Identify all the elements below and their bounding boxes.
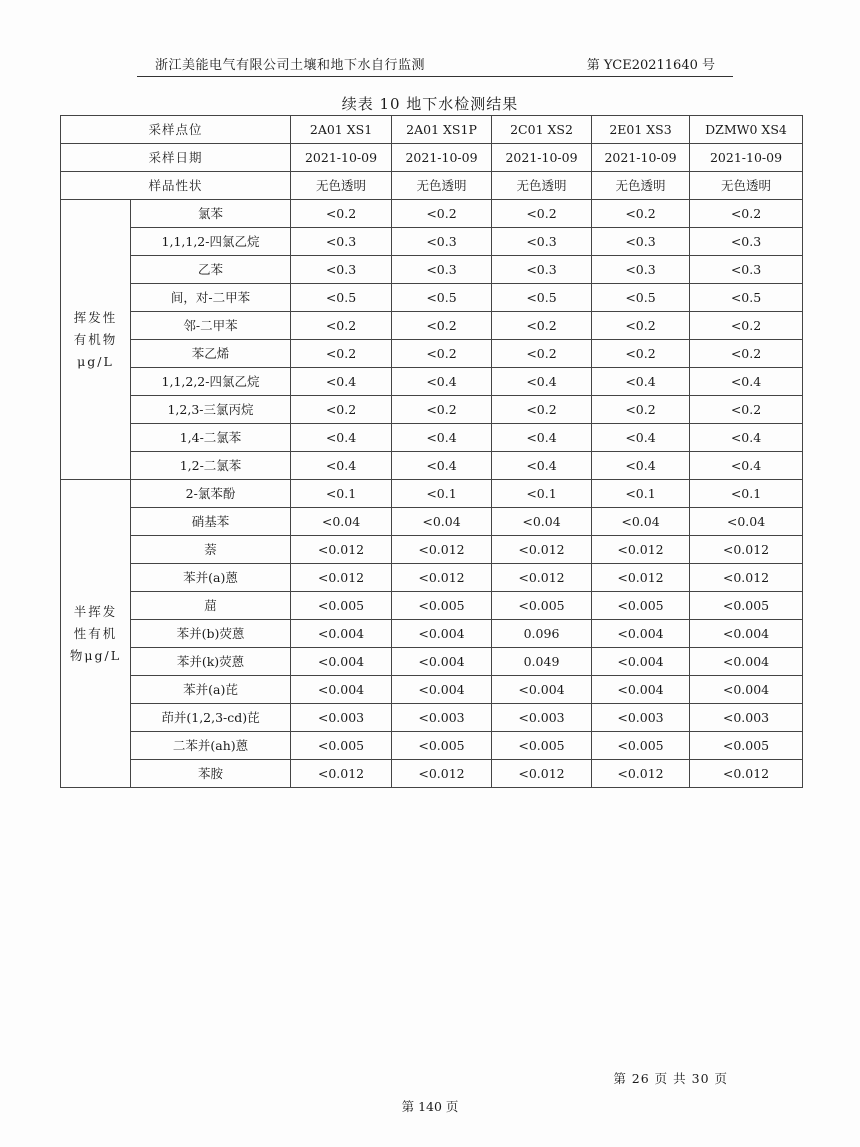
result-value: <0.1 [492,480,592,508]
compound-name: 萘 [131,536,291,564]
result-value: <0.4 [291,368,392,396]
table-row [61,620,803,648]
group-label-line: 半挥发 [73,603,118,619]
result-value: <0.005 [492,732,592,760]
group-label-line: 性有机 [73,625,118,641]
result-value: 0.096 [492,620,592,648]
compound-name: 苯乙烯 [131,340,291,368]
sample-state-cell: 无色透明 [690,172,803,200]
result-value: <0.2 [492,340,592,368]
group-label-line: μg/L [77,353,114,369]
sampling-date-cell: 2021-10-09 [690,144,803,172]
result-value: <0.005 [690,592,803,620]
result-value: <0.1 [690,480,803,508]
sampling-point-cell: 2C01 XS2 [492,116,592,144]
compound-name: 1,2-二氯苯 [131,452,291,480]
result-value: <0.012 [392,760,492,788]
result-value: <0.012 [291,760,392,788]
compound-name: 苯并(a)芘 [131,676,291,704]
sampling-point-label: 采样点位 [61,116,291,144]
group-label-line: 挥发性 [73,309,118,325]
sample-state-cell: 无色透明 [592,172,690,200]
result-value: <0.004 [690,620,803,648]
result-value: <0.3 [690,256,803,284]
result-value: <0.04 [592,508,690,536]
result-value: <0.04 [492,508,592,536]
compound-name: 苯并(a)蒽 [131,564,291,592]
result-value: <0.003 [592,704,690,732]
sampling-date-cell: 2021-10-09 [592,144,690,172]
table-row [61,312,803,340]
result-value: <0.005 [690,732,803,760]
compound-name: 1,1,2,2-四氯乙烷 [131,368,291,396]
table-row [61,648,803,676]
table-row [61,228,803,256]
result-value: <0.004 [690,648,803,676]
result-value: <0.012 [492,564,592,592]
sampling-point-cell: 2A01 XS1P [392,116,492,144]
result-value: <0.4 [592,424,690,452]
result-value: <0.2 [291,396,392,424]
result-value: <0.012 [690,760,803,788]
table-row [61,564,803,592]
sample-state-cell: 无色透明 [392,172,492,200]
result-value: <0.3 [492,228,592,256]
result-value: <0.003 [492,704,592,732]
result-value: <0.004 [392,620,492,648]
result-value: <0.4 [492,424,592,452]
sample-state-label: 样品性状 [61,172,291,200]
result-value: <0.004 [592,648,690,676]
compound-name: 2-氯苯酚 [131,480,291,508]
table-row [61,424,803,452]
sample-state-cell: 无色透明 [492,172,592,200]
report-number: 第 YCE20211640 号 [586,58,715,73]
result-value: <0.4 [392,368,492,396]
group-label [61,200,131,480]
result-value: <0.2 [492,396,592,424]
result-value: <0.2 [592,396,690,424]
result-value: <0.2 [392,200,492,228]
table-caption: 续表 10 地下水检测结果 [341,95,519,113]
result-value: <0.012 [291,536,392,564]
result-value: <0.2 [492,200,592,228]
result-value: <0.004 [592,620,690,648]
result-value: <0.005 [592,732,690,760]
result-value: <0.4 [392,424,492,452]
result-value: <0.04 [392,508,492,536]
result-value: <0.012 [592,760,690,788]
sampling-date-cell: 2021-10-09 [291,144,392,172]
table-row [61,368,803,396]
group-label [61,480,131,788]
compound-name: 茚并(1,2,3-cd)芘 [131,704,291,732]
results-table [60,115,803,788]
result-value: <0.004 [492,676,592,704]
result-value: <0.1 [392,480,492,508]
table-row [61,760,803,788]
group-label-line: 有机物 [73,331,118,347]
table-row [61,676,803,704]
result-value: <0.012 [492,760,592,788]
result-value: <0.4 [291,424,392,452]
result-value: <0.5 [690,284,803,312]
result-value: <0.4 [592,452,690,480]
result-value: <0.2 [291,200,392,228]
result-value: <0.3 [291,256,392,284]
result-value: <0.004 [392,648,492,676]
result-value: <0.3 [392,256,492,284]
compound-name: 二苯并(ah)蒽 [131,732,291,760]
table-row [61,396,803,424]
result-value: <0.004 [291,620,392,648]
compound-name: 邻-二甲苯 [131,312,291,340]
result-value: <0.012 [492,536,592,564]
result-value: <0.5 [392,284,492,312]
result-value: <0.4 [592,368,690,396]
result-value: <0.2 [291,312,392,340]
compound-name: 苯并(b)荧蒽 [131,620,291,648]
page-header [137,52,733,77]
result-value: <0.3 [492,256,592,284]
result-value: <0.012 [291,564,392,592]
compound-name: 氯苯 [131,200,291,228]
table-row [61,592,803,620]
table-row [61,536,803,564]
table-row [61,732,803,760]
result-value: <0.2 [690,200,803,228]
result-value: <0.4 [690,368,803,396]
result-value: <0.004 [291,676,392,704]
result-value: <0.1 [592,480,690,508]
result-value: <0.004 [392,676,492,704]
result-value: <0.5 [291,284,392,312]
result-value: <0.012 [592,564,690,592]
overall-page-number: 第 140 页 [401,1099,459,1114]
result-value: <0.012 [392,564,492,592]
sampling-date-row [61,144,803,172]
result-value: <0.4 [492,452,592,480]
result-value: <0.005 [291,592,392,620]
result-value: <0.3 [592,256,690,284]
result-value: <0.3 [690,228,803,256]
result-value: <0.2 [690,396,803,424]
table-row [61,200,803,228]
page-of-total: 第 26 页 共 30 页 [613,1071,728,1086]
sampling-point-cell: 2E01 XS3 [592,116,690,144]
result-value: <0.5 [592,284,690,312]
result-value: <0.004 [291,648,392,676]
result-value: <0.1 [291,480,392,508]
sampling-date-cell: 2021-10-09 [392,144,492,172]
compound-name: 䓛 [131,592,291,620]
result-value: <0.2 [392,396,492,424]
result-value: <0.004 [690,676,803,704]
sampling-date-cell: 2021-10-09 [492,144,592,172]
result-value: <0.3 [592,228,690,256]
result-value: <0.2 [690,312,803,340]
result-value: <0.3 [291,228,392,256]
result-value: <0.005 [392,732,492,760]
result-value: <0.005 [492,592,592,620]
result-value: <0.005 [291,732,392,760]
result-value: 0.049 [492,648,592,676]
sampling-date-label: 采样日期 [61,144,291,172]
compound-name: 苯胺 [131,760,291,788]
sampling-point-cell: 2A01 XS1 [291,116,392,144]
table-row [61,704,803,732]
result-value: <0.2 [690,340,803,368]
result-value: <0.012 [592,536,690,564]
result-value: <0.012 [392,536,492,564]
table-row [61,284,803,312]
table-row [61,480,803,508]
result-value: <0.4 [392,452,492,480]
table-row [61,452,803,480]
result-value: <0.003 [392,704,492,732]
result-value: <0.2 [592,312,690,340]
result-value: <0.5 [492,284,592,312]
result-value: <0.4 [690,452,803,480]
compound-name: 1,2,3-三氯丙烷 [131,396,291,424]
compound-name: 1,1,1,2-四氯乙烷 [131,228,291,256]
compound-name: 苯并(k)荧蒽 [131,648,291,676]
result-value: <0.2 [291,340,392,368]
result-value: <0.4 [492,368,592,396]
result-value: <0.005 [592,592,690,620]
result-value: <0.2 [392,312,492,340]
result-value: <0.003 [291,704,392,732]
compound-name: 硝基苯 [131,508,291,536]
group-label-line: 物μg/L [69,647,122,663]
result-value: <0.005 [392,592,492,620]
sampling-point-cell: DZMW0 XS4 [690,116,803,144]
sampling-point-row [61,116,803,144]
result-value: <0.3 [392,228,492,256]
compound-name: 间，对-二甲苯 [131,284,291,312]
result-value: <0.2 [592,200,690,228]
table-row [61,256,803,284]
result-value: <0.004 [592,676,690,704]
result-value: <0.012 [690,536,803,564]
result-value: <0.4 [690,424,803,452]
result-value: <0.012 [690,564,803,592]
compound-name: 乙苯 [131,256,291,284]
result-value: <0.2 [592,340,690,368]
result-value: <0.4 [291,452,392,480]
table-row [61,508,803,536]
table-row [61,340,803,368]
result-value: <0.04 [291,508,392,536]
result-value: <0.003 [690,704,803,732]
sample-state-cell: 无色透明 [291,172,392,200]
sample-state-row [61,172,803,200]
result-value: <0.2 [392,340,492,368]
result-value: <0.2 [492,312,592,340]
compound-name: 1,4-二氯苯 [131,424,291,452]
result-value: <0.04 [690,508,803,536]
company-title: 浙江美能电气有限公司土壤和地下水自行监测 [155,58,426,73]
